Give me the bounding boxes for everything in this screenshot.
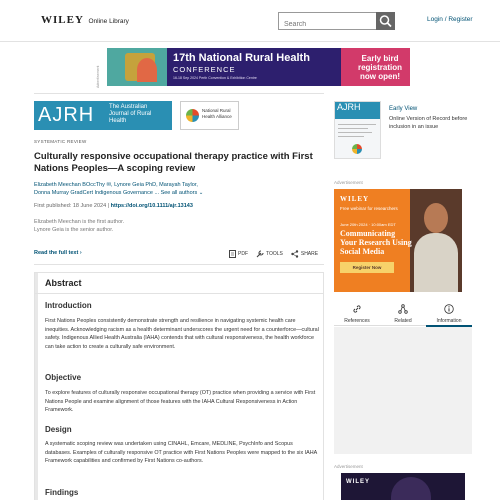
share-icon (291, 250, 299, 258)
divider (34, 93, 324, 94)
cover-line (338, 124, 376, 125)
banner-subtitle: CONFERENCE (173, 65, 236, 74)
ad-brand: WILEY (346, 479, 370, 485)
first-published: First published: 18 June 2024 (34, 203, 107, 209)
tab-references[interactable] (334, 304, 380, 324)
banner-title: 17th National Rural Health (173, 52, 310, 64)
ad-kicker: Free webinar for researchers (340, 206, 398, 211)
advertisement-label: Advertisement (334, 180, 363, 185)
network-icon (398, 304, 408, 314)
ad-photo-person (414, 233, 458, 292)
author-note: Elizabeth Meechan is the first author. (34, 219, 125, 225)
article-title: Culturally responsive occupational therapy practice with First Nations Peoples—A scoping review (34, 151, 313, 174)
read-full-text-link[interactable]: Read the full text › (34, 250, 82, 256)
tab-label: Information (436, 318, 462, 324)
share-button[interactable] (291, 250, 318, 258)
journal-logo[interactable] (34, 101, 172, 130)
sidebar-tabs (334, 300, 472, 326)
journal-name: The Australian Journal of Rural Health (109, 104, 152, 124)
journal-abbrev: AJRH (38, 104, 95, 126)
info-icon (444, 304, 454, 314)
cover-line (338, 128, 368, 129)
ad-photo-person (391, 477, 431, 500)
ad-headline: Communicating Your Research Using Social Media (340, 229, 412, 256)
ad-photo-face (424, 203, 448, 233)
early-view-title[interactable]: Early View (389, 106, 418, 112)
doi-link[interactable]: https://doi.org/10.1111/ajr.13143 (110, 203, 193, 209)
tab-information[interactable] (426, 304, 472, 327)
cover-title: AJRH (335, 102, 380, 119)
section-heading-introduction: Introduction (45, 301, 92, 310)
publication-info (34, 203, 193, 209)
pdf-icon (229, 250, 236, 258)
search-icon (376, 12, 395, 30)
link-icon (352, 304, 362, 314)
search-button[interactable] (376, 12, 395, 30)
author-list (34, 181, 324, 197)
article-tools (229, 250, 318, 258)
early-view-text: Online Version of Record before inclusion in an issue (389, 116, 468, 130)
login-register-link[interactable]: Login / Register (427, 16, 473, 23)
section-text-objective: To explore features of culturally responsive occupational therapy (OT) practice when providing a service with First Nations People and examine alignment of those features with the IAHA Cultural Responsiveness in Action Framework. (45, 390, 316, 413)
advertisement-label: Advertisement (96, 65, 100, 88)
article-type: SYSTEMATIC REVIEW (34, 139, 87, 144)
pdf-label: PDF (238, 251, 248, 257)
logo-brand: WILEY (41, 14, 84, 26)
tools-button[interactable] (256, 250, 283, 258)
partner-logo[interactable] (180, 101, 239, 130)
partner-name: National Rural Health Alliance (202, 108, 232, 119)
abstract-heading: Abstract (45, 278, 82, 288)
banner-graphic (137, 58, 157, 82)
authors-line[interactable]: Elizabeth Meechan BOccThy ✉, Lynore Geia PhD, Marayah Taylor, (34, 182, 198, 188)
section-heading-findings: Findings (45, 488, 79, 497)
cover-line (338, 136, 364, 137)
tools-label: TOOLS (266, 251, 283, 257)
conference-banner-ad[interactable] (107, 48, 410, 86)
section-text-design: A systematic scoping review was undertaken using CINAHL, Emcare, MEDLINE, PsychInfo and Scopus databases. Examples of culturally responsive OT practice with First Nations Peoples were mapped to the six IAHA Framework capabilities and confirmed by First Nations co-authors. (45, 441, 317, 464)
logo-suffix: Online Library (88, 18, 129, 25)
wiley-logo[interactable] (41, 14, 129, 26)
pdf-button[interactable] (229, 250, 248, 258)
partner-logo-mark (186, 109, 199, 122)
webinar-ad[interactable] (334, 189, 462, 292)
search-input[interactable] (279, 17, 375, 33)
abstract-panel (34, 272, 324, 500)
wiley-ad-bottom[interactable] (341, 473, 465, 500)
section-heading-objective: Objective (45, 373, 82, 382)
search-box (278, 12, 395, 30)
tab-related[interactable] (380, 304, 426, 324)
section-heading-design: Design (45, 425, 72, 434)
author-note: Lynore Geia is the senior author. (34, 227, 114, 233)
ad-date: June 20th 2024 · 10:00am EDT (340, 222, 396, 227)
banner-detail: 16-18 Sep 2024 Perth Convention & Exhibition Centre (173, 76, 257, 80)
wrench-icon (256, 250, 264, 258)
advertisement-label: Advertisement (334, 464, 363, 469)
section-text-introduction: First Nations Peoples consistently demonstrate strength and resilience in navigating systemic health care inequities. Acknowledging racism as a health determinant underscores the urgent need for a counterforce—cultural safety. Indigenous Allied Health Australia (IAHA) contends that with cultural responsiveness, the health workforce can take action to create a culturally safe environment. (45, 318, 319, 350)
cover-emblem (352, 144, 362, 154)
ad-brand: WILEY (340, 195, 370, 203)
author-notes (34, 218, 124, 234)
divider (34, 264, 324, 265)
tab-label: Related (394, 318, 412, 324)
ad-register-button[interactable]: Register Now (340, 262, 394, 273)
journal-cover-thumbnail[interactable] (334, 101, 381, 159)
tab-label: References (344, 318, 370, 324)
banner-cta: Early bird registration now open! (357, 54, 402, 81)
site-header (0, 0, 500, 42)
divider (35, 293, 323, 294)
share-label: SHARE (300, 251, 319, 257)
separator: | (107, 203, 111, 209)
authors-line[interactable]: Donna Murray GradCert Indigenous Governance ... See all authors ⌄ (34, 190, 204, 196)
abstract-side-bar (35, 273, 38, 500)
information-panel (334, 327, 472, 454)
cover-line (338, 132, 372, 133)
